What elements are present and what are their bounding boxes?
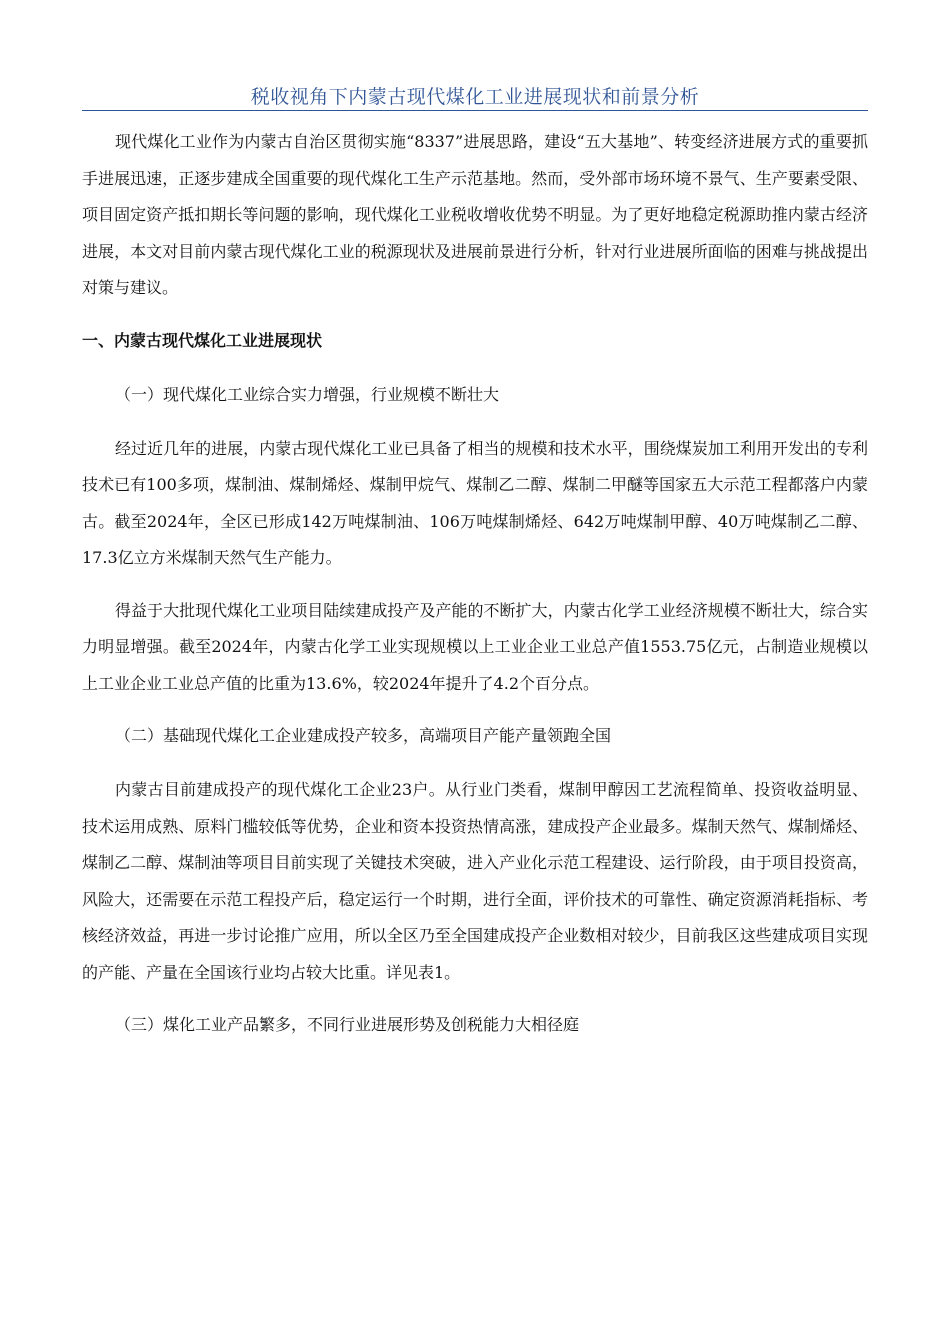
subsection-heading-3: （三）煤化工业产品繁多，不同行业进展形势及创税能力大相径庭 [115,1015,580,1034]
page-header [82,78,868,111]
document-body [82,124,868,1061]
intro-paragraph: 现代煤化工业作为内蒙古自治区贯彻实施“8337”进展思路，建设“五大基地”、转变经济进展方式的重要抓手进展迅速，正逐步建成全国重要的现代煤化工生产示范基地。然而，受外部市场环境不景气、生产要素受限、项目固定资产抵扣期长等问题的影响，现代煤化工业税收增收优势不明显。为了更好地稳定税源助推内蒙古经济进展，本文对目前内蒙古现代煤化工业的税源现状及进展前景进行分析，针对行业进展所面临的困难与挑战提出对策与建议。 [82,132,868,297]
subsection-heading-2: （二）基础现代煤化工企业建成投产较多，高端项目产能产量领跑全国 [115,726,612,745]
subsection-heading-1: （一）现代煤化工业综合实力增强，行业规模不断壮大 [115,384,500,404]
document-title: 税收视角下内蒙古现代煤化工业进展现状和前景分析 [250,86,700,108]
subsection-1-paragraph-2: 得益于大批现代煤化工业项目陆续建成投产及产能的不断扩大，内蒙古化学工业经济规模不断壮大，综合实力明显增强。截至2024年，内蒙古化学工业实现规模以上工业企业工业总产值1553.75亿元，占制造业规模以上工业企业工业总产值的比重为13.6%，较2024年提升了4.2个百分点。 [82,600,868,693]
subsection-2-paragraph-1: 内蒙古目前建成投产的现代煤化工企业23户。从行业门类看，煤制甲醇因工艺流程简单、投资收益明显、技术运用成熟、原料门槛较低等优势，企业和资本投资热情高涨，建成投产企业最多。煤制天然气、煤制烯烃、煤制乙二醇、煤制油等项目目前实现了关键技术突破，进入产业化示范工程建设、运行阶段，由于项目投资高，风险大，还需要在示范工程投产后，稳定运行一个时期，进行全面，评价技术的可靠性、确定资源消耗指标、考核经济效益，再进一步讨论推广应用，所以全区乃至全国建成投产企业数相对较少，目前我区这些建成项目实现的产能、产量在全国该行业均占较大比重。详见表1。 [82,780,868,982]
section-heading-1: 一、内蒙古现代煤化工业进展现状 [82,330,323,350]
subsection-1-paragraph-1: 经过近几年的进展，内蒙古现代煤化工业已具备了相当的规模和技术水平，围绕煤炭加工利用开发出的专利技术已有100多项，煤制油、煤制烯烃、煤制甲烷气、煤制乙二醇、煤制二甲醚等国家五大示范工程都落户内蒙古。截至2024年，全区已形成142万吨煤制油、106万吨煤制烯烃、642万吨煤制甲醇、40万吨煤制乙二醇、17.3亿立方米煤制天然气生产能力。 [82,438,868,567]
